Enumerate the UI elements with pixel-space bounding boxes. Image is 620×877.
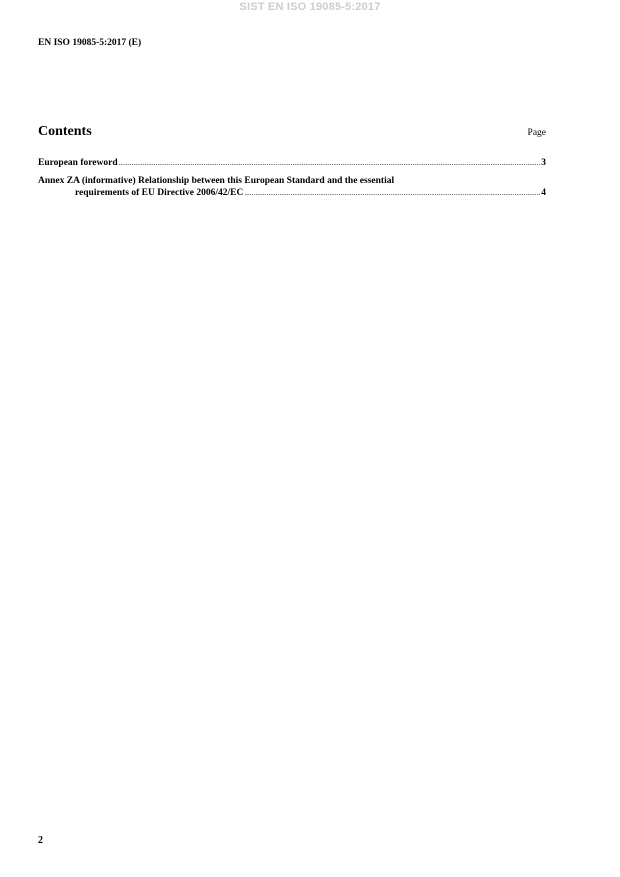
contents-heading: Contents bbox=[38, 124, 92, 139]
dot-leader bbox=[119, 157, 541, 169]
toc-entry-european-foreword[interactable] bbox=[38, 157, 546, 169]
toc-entry-page[interactable]: 3 bbox=[541, 158, 546, 168]
watermark: SIST EN ISO 19085-5:2017 bbox=[239, 1, 381, 13]
dot-leader bbox=[244, 187, 540, 199]
toc-entry-page[interactable]: 4 bbox=[541, 188, 546, 198]
toc-entry-title[interactable]: Annex ZA (informative) Relationship between this European Standard and the essential bbox=[38, 176, 395, 186]
page-number: 2 bbox=[38, 835, 43, 846]
page-column-label: Page bbox=[527, 128, 546, 138]
toc-entry-annex-za[interactable] bbox=[38, 175, 546, 199]
toc-line bbox=[38, 157, 546, 169]
toc-entry-title[interactable]: European foreword bbox=[38, 158, 118, 168]
toc-line-continuation bbox=[38, 187, 546, 199]
table-of-contents bbox=[38, 157, 546, 205]
document-id-header: EN ISO 19085-5:2017 (E) bbox=[38, 38, 142, 48]
toc-line bbox=[38, 175, 546, 187]
toc-entry-title-continuation[interactable]: requirements of EU Directive 2006/42/EC bbox=[75, 188, 244, 198]
